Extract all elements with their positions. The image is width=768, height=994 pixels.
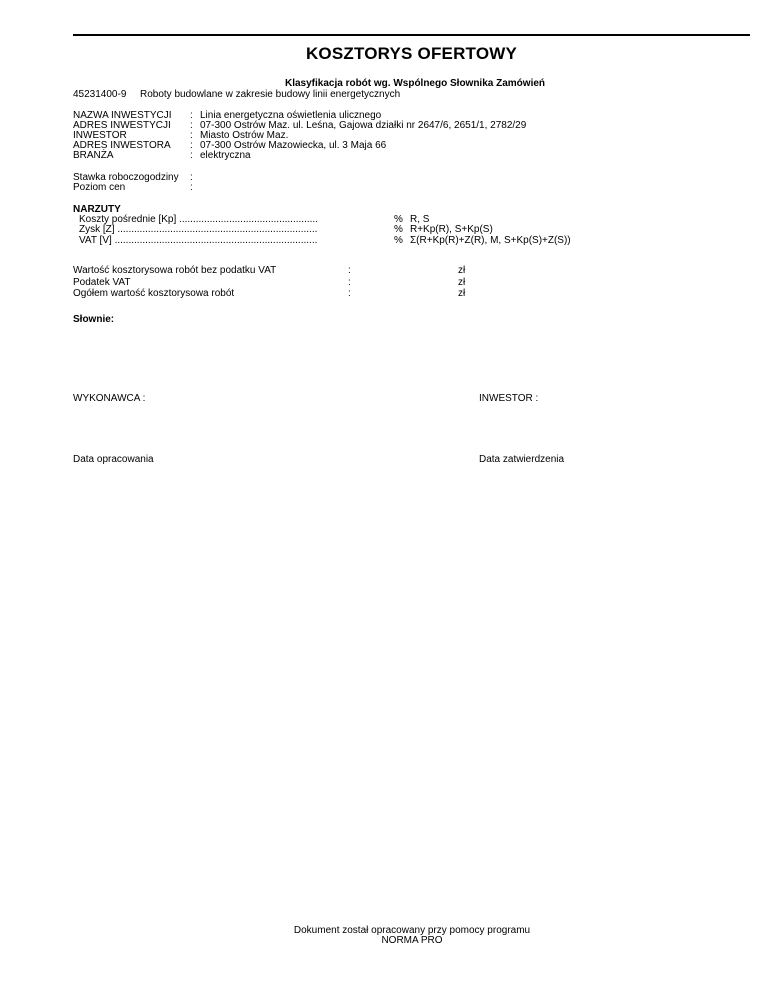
- info-colon: :: [190, 130, 193, 141]
- rate-label: Stawka roboczogodziny: [73, 172, 179, 183]
- total-colon: :: [348, 288, 351, 299]
- data-opracowania-label: Data opracowania: [73, 454, 154, 465]
- info-label: INWESTOR: [73, 130, 127, 141]
- narzut-formula: R, S: [410, 214, 430, 225]
- info-colon: :: [190, 120, 193, 131]
- footer-line-2: NORMA PRO: [381, 935, 443, 946]
- info-label: ADRES INWESTYCJI: [73, 120, 171, 131]
- narzuty-heading: NARZUTY: [73, 204, 121, 215]
- info-label: BRANŻA: [73, 150, 114, 161]
- inwestor-label: INWESTOR :: [479, 393, 539, 404]
- narzut-label: Koszty pośrednie [Kp] ..................................................: [79, 214, 318, 225]
- page-title: KOSZTORYS OFERTOWY: [305, 44, 518, 63]
- classification-heading: Klasyfikacja robót wg. Wspólnego Słownika Zamówień: [284, 78, 546, 89]
- top-rule: [73, 34, 750, 36]
- data-zatwierdzenia-label: Data zatwierdzenia: [479, 454, 565, 465]
- total-label: Podatek VAT: [73, 277, 131, 288]
- info-value: 07-300 Ostrów Maz. ul. Leśna, Gajowa działki nr 2647/6, 2651/1, 2782/29: [200, 120, 527, 131]
- narzut-formula: R+Kp(R), S+Kp(S): [410, 224, 493, 235]
- rate-colon: :: [190, 182, 193, 193]
- info-value: 07-300 Ostrów Mazowiecka, ul. 3 Maja 66: [200, 140, 387, 151]
- rate-colon: :: [190, 172, 193, 183]
- total-colon: :: [348, 265, 351, 276]
- slownie-label: Słownie:: [73, 314, 115, 325]
- wykonawca-label: WYKONAWCA :: [73, 393, 146, 404]
- total-unit: zł: [458, 277, 466, 288]
- total-label: Ogółem wartość kosztorysowa robót: [73, 288, 235, 299]
- info-value: Linia energetyczna oświetlenia ulicznego: [200, 110, 382, 121]
- info-label: NAZWA INWESTYCJI: [73, 110, 172, 121]
- info-colon: :: [190, 140, 193, 151]
- info-colon: :: [190, 150, 193, 161]
- classification-code: 45231400-9: [73, 89, 127, 100]
- total-unit: zł: [458, 288, 466, 299]
- info-value: elektryczna: [200, 150, 251, 161]
- narzut-percent: %: [394, 224, 403, 235]
- total-unit: zł: [458, 265, 466, 276]
- total-colon: :: [348, 277, 351, 288]
- narzut-percent: %: [394, 235, 403, 246]
- total-label: Wartość kosztorysowa robót bez podatku VAT: [73, 265, 277, 276]
- narzut-label: Zysk [Z] ........................................................................: [79, 224, 318, 235]
- classification-desc: Roboty budowlane w zakresie budowy linii energetycznych: [140, 89, 401, 100]
- info-value: Miasto Ostrów Maz.: [200, 130, 289, 141]
- rate-label: Poziom cen: [73, 182, 126, 193]
- footer-line-1: Dokument został opracowany przy pomocy programu: [293, 925, 531, 936]
- narzut-percent: %: [394, 214, 403, 225]
- narzut-formula: Σ(R+Kp(R)+Z(R), M, S+Kp(S)+Z(S)): [410, 235, 571, 246]
- info-label: ADRES INWESTORA: [73, 140, 171, 151]
- narzut-label: VAT [V] .........................................................................: [79, 235, 318, 246]
- info-colon: :: [190, 110, 193, 121]
